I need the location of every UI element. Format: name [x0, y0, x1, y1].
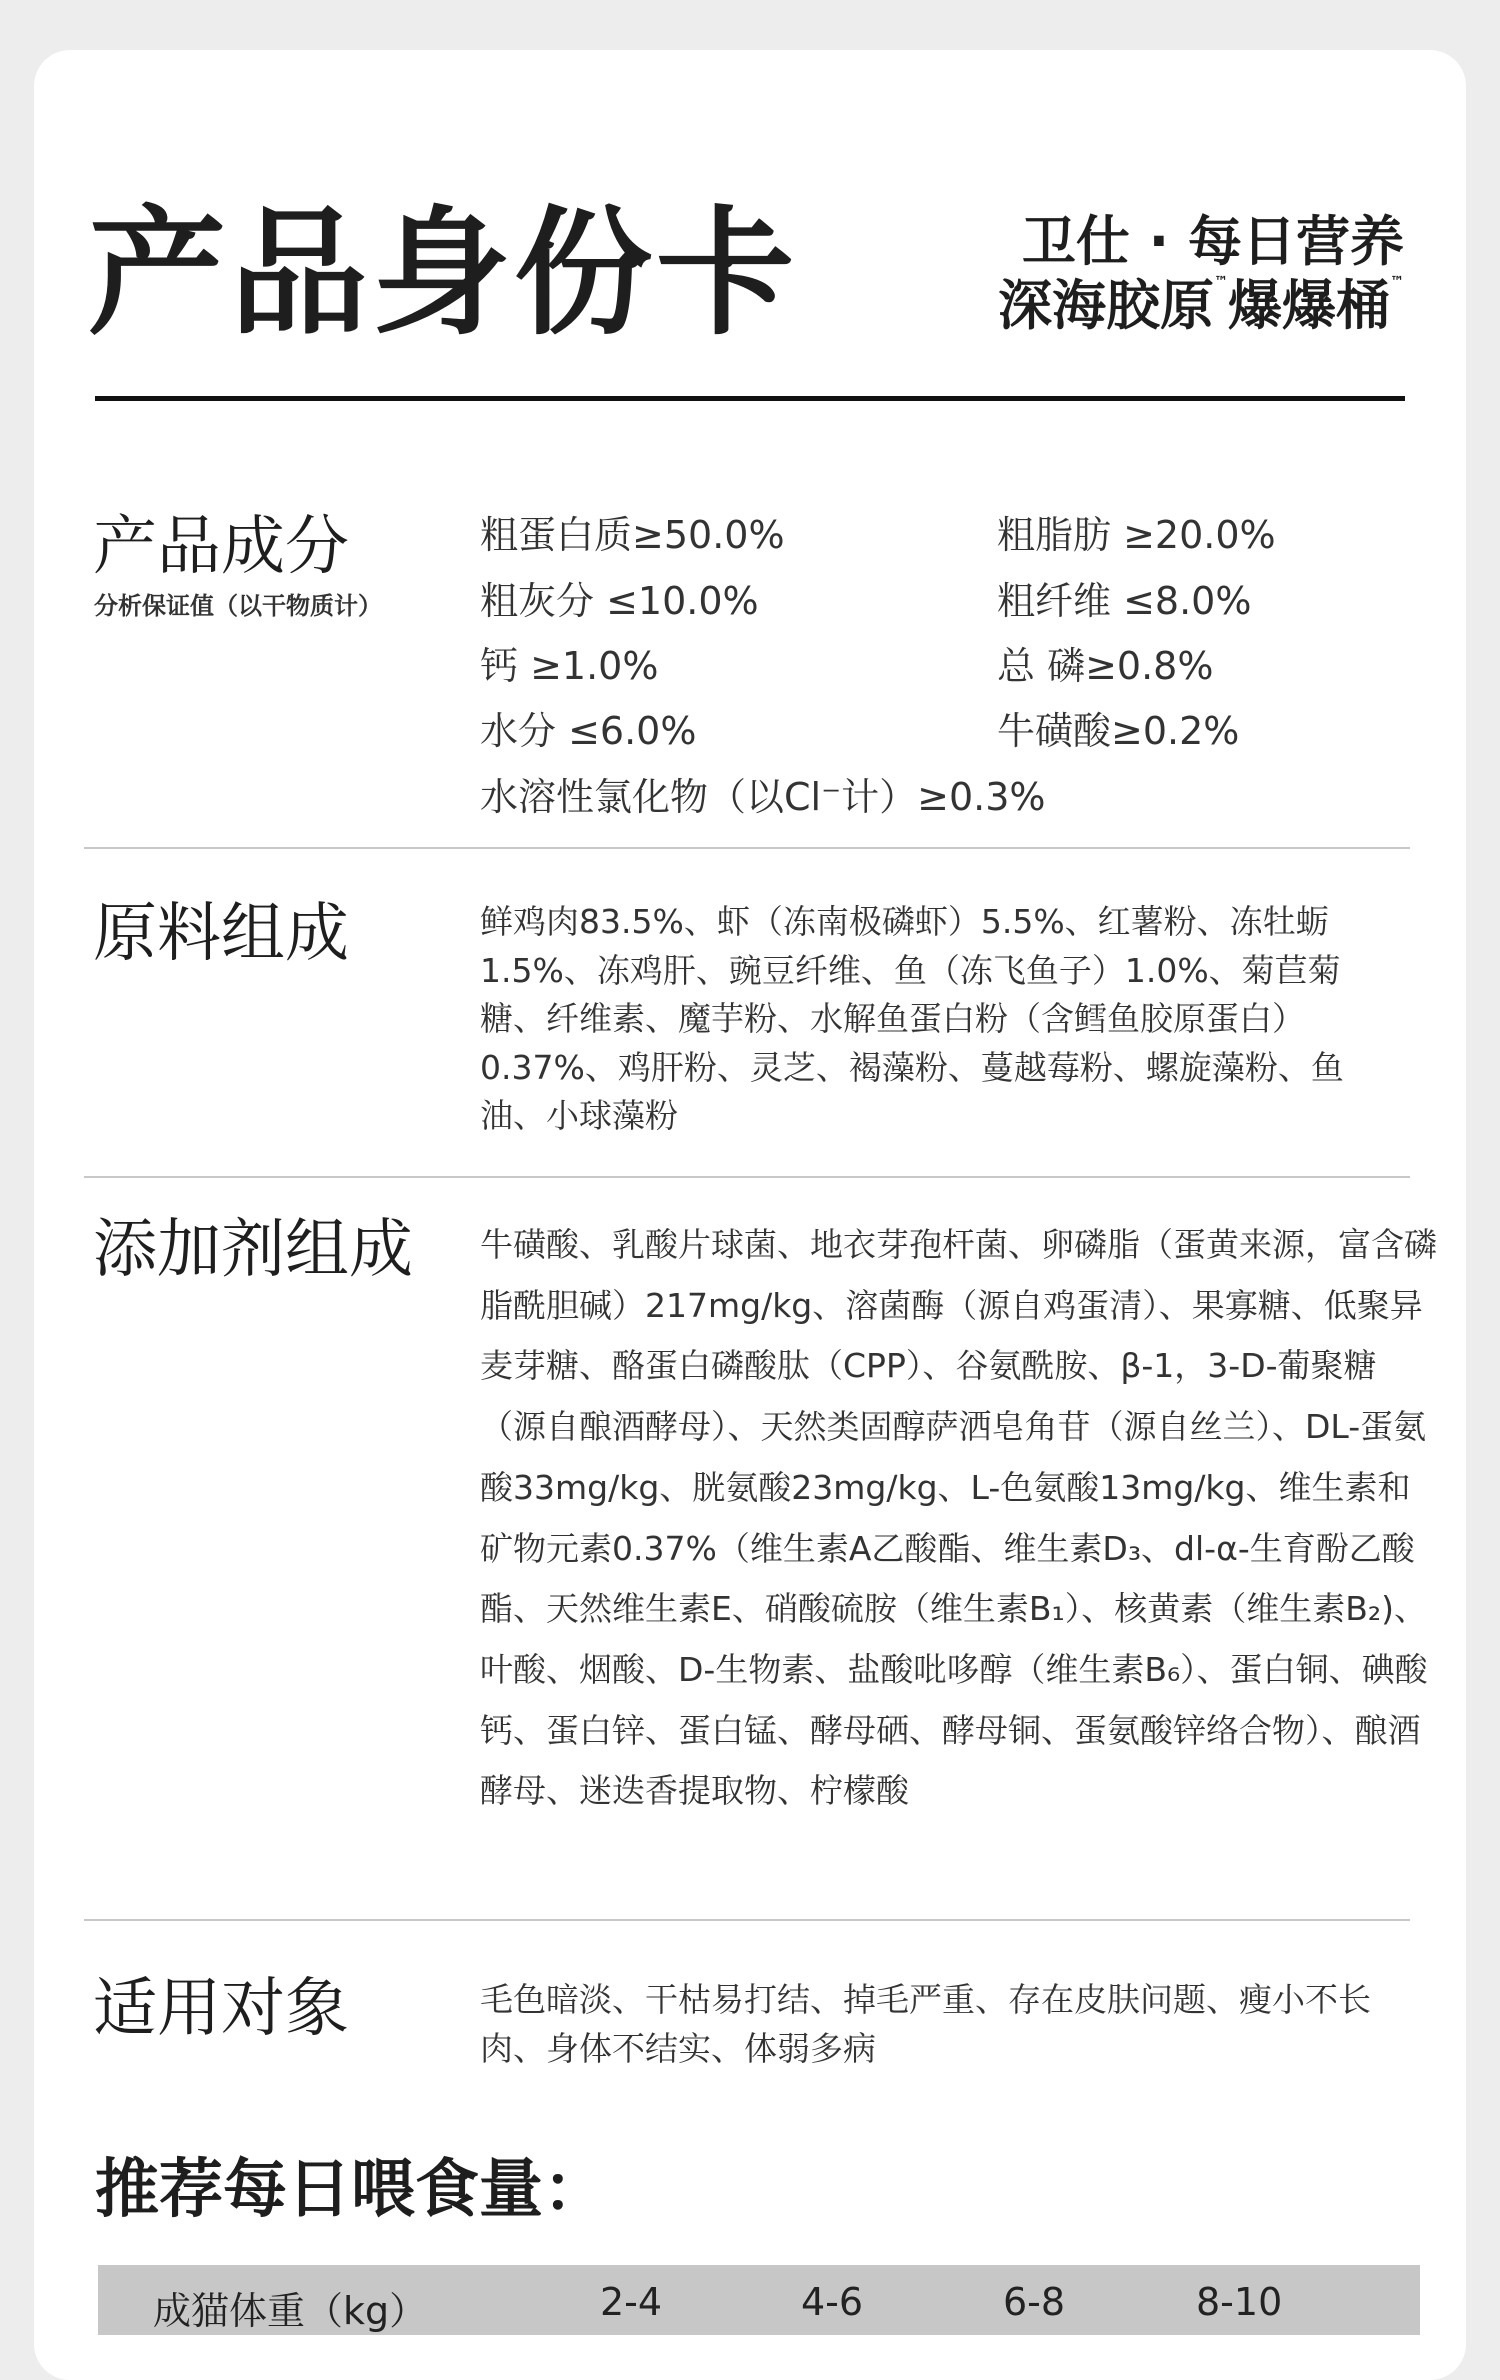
brand-line-2: [998, 274, 1404, 338]
feeding-title: 推荐每日喂食量：: [95, 2153, 607, 2227]
nutrient-value: 总 磷≥0.8%: [997, 644, 1214, 688]
composition-subtitle: 分析保证值（以干物质计）: [94, 592, 382, 620]
brand-name-b: 爆爆桶: [1228, 273, 1390, 337]
ingredients-text: 鲜鸡肉83.5%、虾（冻南极磷虾）5.5%、红薯粉、冻牡蛎1.5%、冻鸡肝、豌豆纤维、鱼（冻飞鱼子）1.0%、菊苣菊糖、纤维素、魔芋粉、水解鱼蛋白粉（含鳕鱼胶原蛋白）0.37%、鸡肝粉、灵芝、褐藻粉、蔓越莓粉、螺旋藻粉、鱼油、小球藻粉: [480, 902, 1344, 1135]
trademark-mark: ™: [1214, 273, 1228, 290]
title-divider: [95, 396, 1405, 401]
nutrient-value: 粗脂肪 ≥20.0%: [997, 513, 1276, 557]
trademark-mark: ™: [1390, 273, 1404, 290]
brand-line-1: 卫仕 · 每日营养: [1021, 210, 1404, 273]
composition-title: 产品成分: [93, 510, 349, 584]
nutrient-value: 粗灰分 ≤10.0%: [480, 579, 759, 623]
nutrient-value: 粗蛋白质≥50.0%: [480, 513, 785, 557]
nutrient-value: 牛磺酸≥0.2%: [997, 709, 1240, 753]
brand-name-a: 深海胶原: [998, 273, 1214, 337]
nutrient-value: 钙 ≥1.0%: [480, 644, 659, 688]
feeding-header-range: 4-6: [801, 2280, 864, 2324]
brand-block: [998, 210, 1404, 337]
page-title: 产品身份卡: [88, 193, 799, 354]
target-text: 毛色暗淡、干枯易打结、掉毛严重、存在皮肤问题、瘦小不长肉、身体不结实、体弱多病: [480, 1980, 1371, 2068]
nutrient-value: 粗纤维 ≤8.0%: [997, 579, 1252, 623]
section-divider: [84, 847, 1410, 849]
feeding-header-range: 2-4: [600, 2280, 663, 2324]
target-title: 适用对象: [93, 1972, 349, 2046]
additives-text: 牛磺酸、乳酸片球菌、地衣芽孢杆菌、卵磷脂（蛋黄来源，富含磷脂酰胆碱）217mg/kg、溶菌酶（源自鸡蛋清）、果寡糖、低聚异麦芽糖、酪蛋白磷酸肽（CPP）、谷氨酰胺、β-1，3-D-葡聚糖（源自酿酒酵母）、天然类固醇萨洒皂角苷（源自丝兰）、DL-蛋氨酸33mg/kg、胱氨酸23mg/kg、L-色氨酸13mg/kg、维生素和矿物元素0.37%（维生素A乙酸酯、维生素D₃、dl-α-生育酚乙酸酯、天然维生素E、硝酸硫胺（维生素B₁）、核黄素（维生素B₂)、叶酸、烟酸、D-生物素、盐酸吡哆醇（维生素B₆）、蛋白铜、碘酸钙、蛋白锌、蛋白锰、酵母硒、酵母铜、蛋氨酸锌络合物）、酿酒酵母、迷迭香提取物、柠檬酸: [480, 1225, 1437, 1811]
nutrient-value: 水分 ≤6.0%: [480, 709, 697, 753]
feeding-header-weight: 成猫体重（kg）: [153, 2289, 428, 2333]
feeding-header-range: 8-10: [1196, 2280, 1283, 2324]
section-divider: [84, 1176, 1410, 1178]
nutrient-value: 水溶性氯化物（以Cl⁻计）≥0.3%: [480, 775, 1046, 819]
feeding-table-header: [98, 2265, 1420, 2335]
ingredients-title: 原料组成: [93, 897, 349, 971]
feeding-header-range: 6-8: [1003, 2280, 1066, 2324]
additives-title: 添加剂组成: [93, 1213, 413, 1287]
section-divider: [84, 1919, 1410, 1921]
